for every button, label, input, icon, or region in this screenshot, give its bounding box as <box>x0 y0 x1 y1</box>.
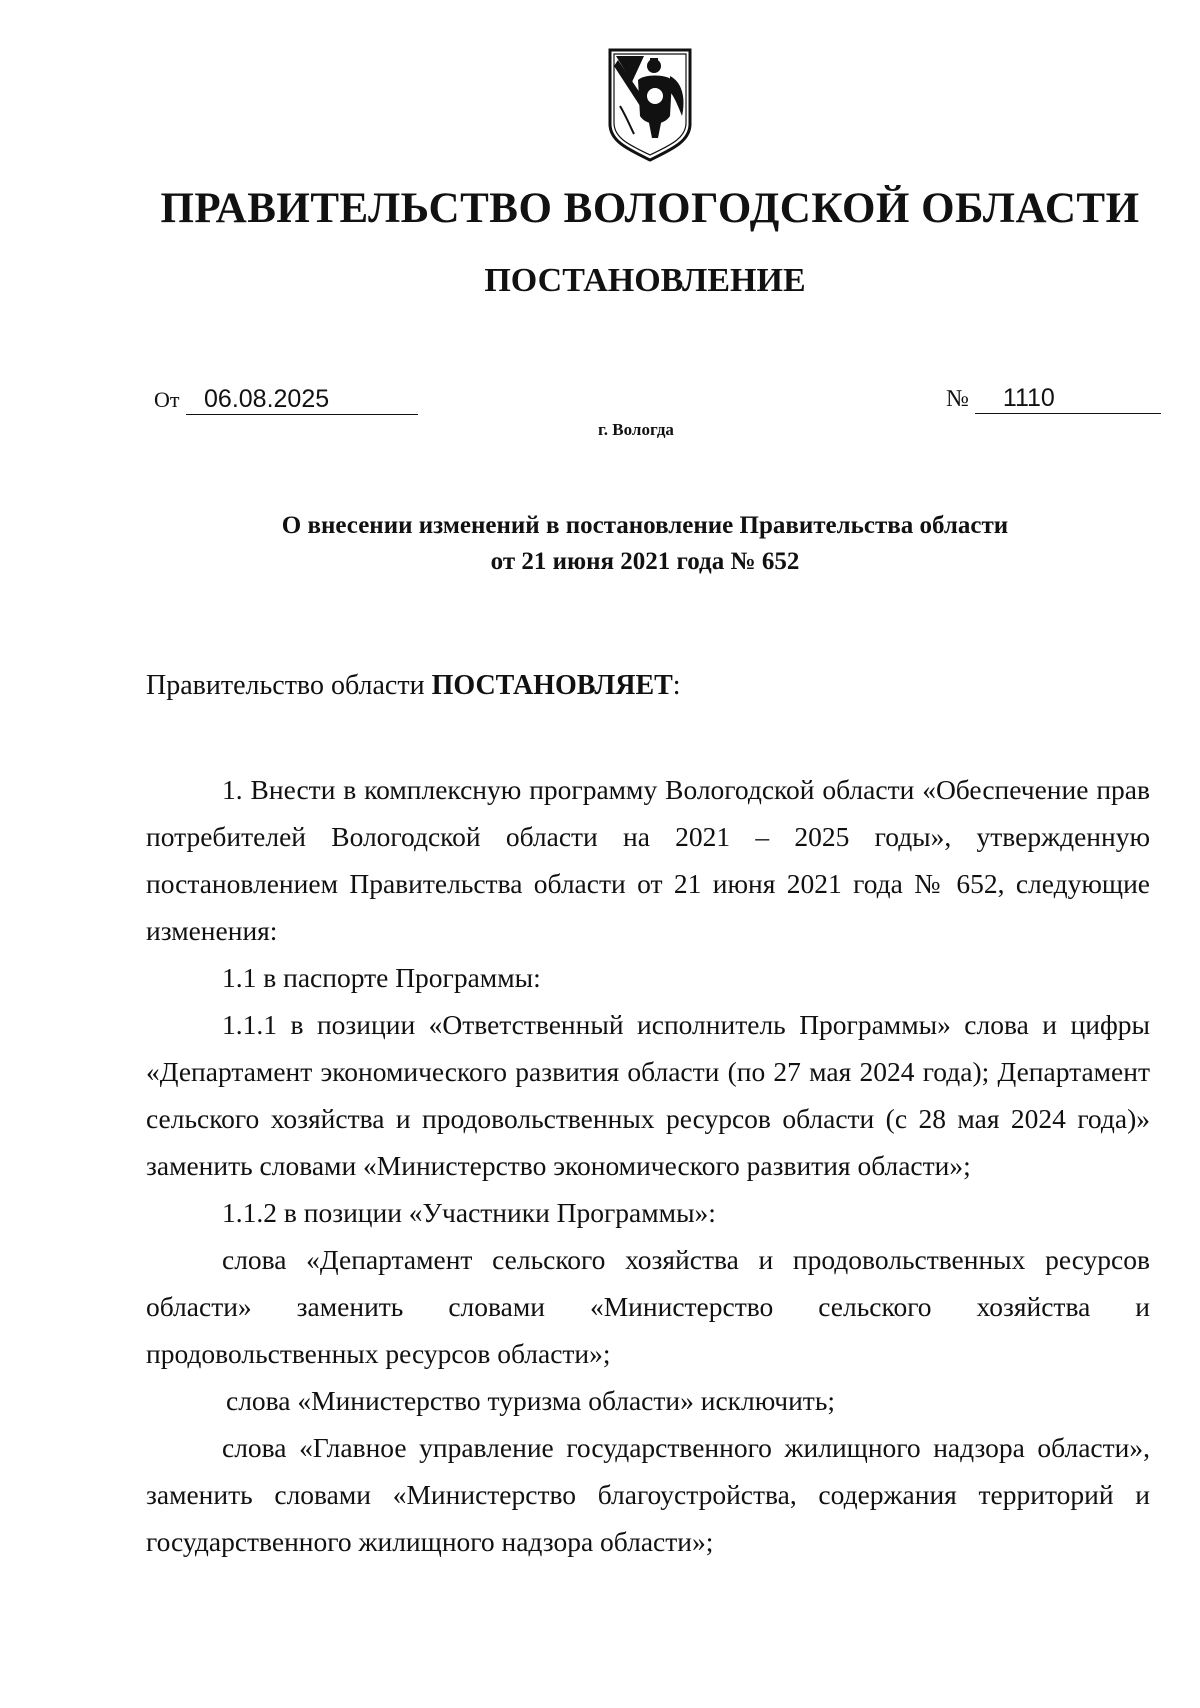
document-subject <box>0 508 1200 580</box>
subject-line-1: О внесении изменений в постановление Правительства области <box>281 512 1009 539</box>
paragraph-1-1-1: 1.1.1 в позиции «Ответственный исполнитель Программы» слова и цифры «Департамент экономического развития области (по 27 мая 2024 года); Департамент сельского хозяйства и продовольственных ресурсов области (с 28 мая 2024 года)» заменить словами «Министерство экономического развития области»; <box>146 1009 1150 1181</box>
document-number-row <box>946 384 1161 414</box>
paragraph-participants-housing: слова «Главное управление государственного жилищного надзора области», заменить словами «Министерство благоустройства, содержания территорий и государственного жилищного надзора области»; <box>146 1432 1150 1557</box>
city-label: г. Вологда <box>598 420 674 439</box>
decree-colon: : <box>672 670 681 701</box>
document-body <box>146 766 1150 1565</box>
coat-of-arms-icon <box>604 46 696 164</box>
document-date-row <box>154 384 418 415</box>
document-type: ПОСТАНОВЛЕНИЕ <box>484 262 806 299</box>
subject-line-2: от 21 июня 2021 года № 652 <box>490 548 800 575</box>
number-prefix: № <box>946 386 969 412</box>
document-date: 06.08.2025 <box>186 385 418 415</box>
paragraph-participants-agriculture: слова «Департамент сельского хозяйства и продовольственных ресурсов области» заменить словами «Министерство сельского хозяйства и продовольственных ресурсов области»; <box>146 1244 1150 1369</box>
decree-statement <box>146 670 681 702</box>
government-title: ПРАВИТЕЛЬСТВО ВОЛОГОДСКОЙ ОБЛАСТИ <box>160 185 1140 232</box>
paragraph-1-1: 1.1 в паспорте Программы: <box>222 962 541 993</box>
decree-verb: ПОСТАНОВЛЯЕТ <box>431 670 673 701</box>
document-number: 1110 <box>975 384 1161 414</box>
paragraph-1-1-2: 1.1.2 в позиции «Участники Программы»: <box>222 1197 716 1228</box>
decree-lead: Правительство области <box>146 670 432 701</box>
paragraph-participants-tourism: слова «Министерство туризма области» исключить; <box>226 1385 836 1416</box>
date-prefix: От <box>154 387 180 412</box>
paragraph-1: 1. Внести в комплексную программу Вологодской области «Обеспечение прав потребителей Вологодской области на 2021 – 2025 годы», утвержденную постановлением Правительства области от 21 июня 2021 года № 652, следующие изменения: <box>146 774 1150 946</box>
